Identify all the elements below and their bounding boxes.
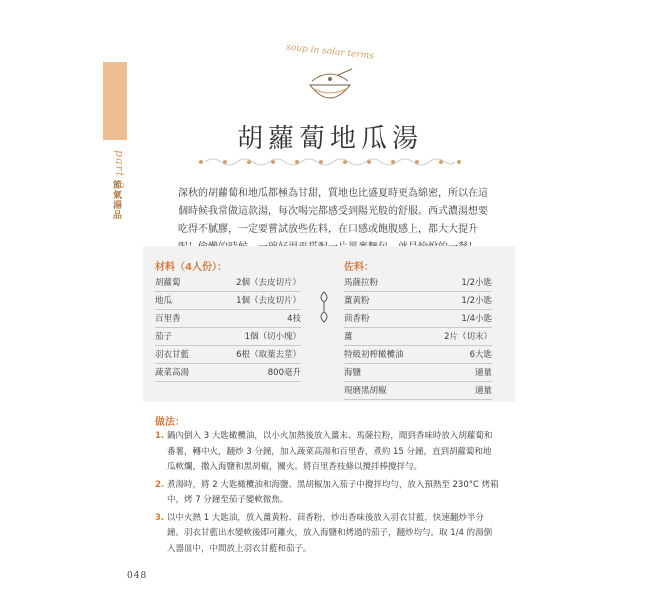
ingredient-qty: 6根（取葉去莖） — [236, 350, 301, 360]
seasoning-row — [344, 365, 492, 382]
method-step — [155, 478, 500, 509]
step-text: 鍋內倒入 3 大匙橄欖油，以小火加熱後放入薑末、馬薩拉粉，聞到香味時放入胡蘿蔔和番薯，轉中火，翻炒 3 分鐘，加入蔬菜高湯和百里香，煮約 15 分鐘，直到胡蘿蔔和地瓜軟爛，撒入海鹽和黑胡椒，關火。將百里香枝條以攪拌棒攪拌勻。 — [167, 431, 493, 472]
chapter-tab — [103, 62, 127, 140]
seasoning-row — [344, 347, 492, 364]
ingredient-name: 蔬菜高湯 — [155, 368, 190, 378]
step-number: 3. — [155, 512, 165, 523]
seasonings-list — [344, 275, 492, 401]
method-heading: 做法： — [155, 417, 185, 428]
ingredient-name: 羽衣甘藍 — [155, 350, 190, 360]
soup-emblem — [268, 42, 392, 115]
seasoning-qty: 1/2小匙 — [461, 296, 492, 306]
seasoning-qty: 適量 — [474, 386, 492, 396]
seasonings-heading: 佐料： — [344, 262, 374, 273]
seasoning-name: 現磨黑胡椒 — [344, 386, 387, 396]
seasoning-row — [344, 311, 492, 328]
step-number: 1. — [155, 431, 165, 441]
ingredient-name: 茄子 — [155, 332, 173, 342]
ingredient-qty: 1個（去皮切片） — [236, 296, 301, 306]
seasoning-name: 馬薩拉粉 — [344, 278, 379, 288]
method-step — [155, 511, 500, 558]
intro-line: 吃得不膩膠，一定要嘗試放些佐料，在口感或飽腹感上，都大大提升 — [178, 224, 478, 235]
seasoning-row — [344, 383, 492, 400]
tagline: soup in solar terms — [285, 42, 375, 62]
seasoning-qty: 1/4小匙 — [461, 314, 492, 324]
ingredient-row — [155, 311, 301, 328]
ingredient-row — [155, 293, 301, 310]
ingredient-name: 百里香 — [155, 314, 181, 324]
ingredients-list — [155, 275, 301, 383]
method-step — [155, 429, 500, 476]
chapter-title: 節氣湯品 — [111, 180, 121, 220]
ingredient-row — [155, 275, 301, 292]
seasoning-name: 特級初榨橄欖油 — [344, 350, 404, 360]
ingredient-name: 胡蘿蔔 — [155, 278, 181, 288]
intro-line: 深秋的胡蘿蔔和地瓜都極為甘甜，質地也比盛夏時更為綿密，所以在這 — [178, 188, 488, 199]
ornament-divider — [195, 155, 465, 169]
intro-line: 個時候我常做這款湯，每次喝完都感受到陽光般的舒服。西式濃湯想要 — [178, 206, 488, 217]
ingredient-row — [155, 347, 301, 364]
page-title: 胡蘿蔔地瓜湯 — [236, 124, 423, 154]
ingredient-qty: 1個（切小塊） — [244, 332, 301, 342]
ingredient-name: 地瓜 — [155, 296, 173, 306]
ingredient-qty: 800毫升 — [267, 368, 301, 378]
page-number: 048 — [127, 571, 148, 581]
ingredients-heading: 材料（4人份）： — [155, 262, 227, 273]
step-text: 煮湯時，將 2 大匙橄欖油和海鹽、黑胡椒加入茄子中攪拌均勻，放入預熱至 230°C 烤箱中，烤 7 分鐘至茄子變軟微焦。 — [167, 479, 499, 505]
step-number: 2. — [155, 479, 165, 490]
ingredient-row — [155, 365, 301, 382]
method-steps — [155, 429, 500, 559]
seasoning-qty: 適量 — [474, 368, 492, 378]
ingredient-qty: 4枝 — [287, 314, 301, 324]
seasoning-row — [344, 329, 492, 346]
seasoning-row — [344, 275, 492, 292]
ingredient-row — [155, 329, 301, 346]
seasoning-name: 海鹽 — [344, 368, 362, 378]
seasoning-qty: 2片（切末） — [444, 332, 492, 342]
seasoning-name: 茴香粉 — [344, 314, 370, 324]
seasoning-row — [344, 293, 492, 310]
ingredient-qty: 2個（去皮切片） — [236, 278, 301, 288]
scroll-ornament-icon — [316, 290, 332, 324]
seasoning-name: 薑 — [344, 332, 353, 342]
step-text: 以中火熱 1 大匙油，放入薑黃粉、茴香粉，炒出香味後放入羽衣甘藍，快速翻炒半分鐘。羽衣甘藍出水變軟後即可離火，放入海鹽和烤過的茄子，翻炒均勻。取 1/4 的湯倒入器皿中，中間放上羽衣甘藍和茄子。 — [167, 512, 493, 554]
seasoning-qty: 1/2小匙 — [461, 278, 492, 288]
part-label: part 2 — [113, 150, 126, 190]
seasoning-qty: 6大匙 — [469, 350, 492, 360]
seasoning-name: 薑黃粉 — [344, 296, 370, 306]
